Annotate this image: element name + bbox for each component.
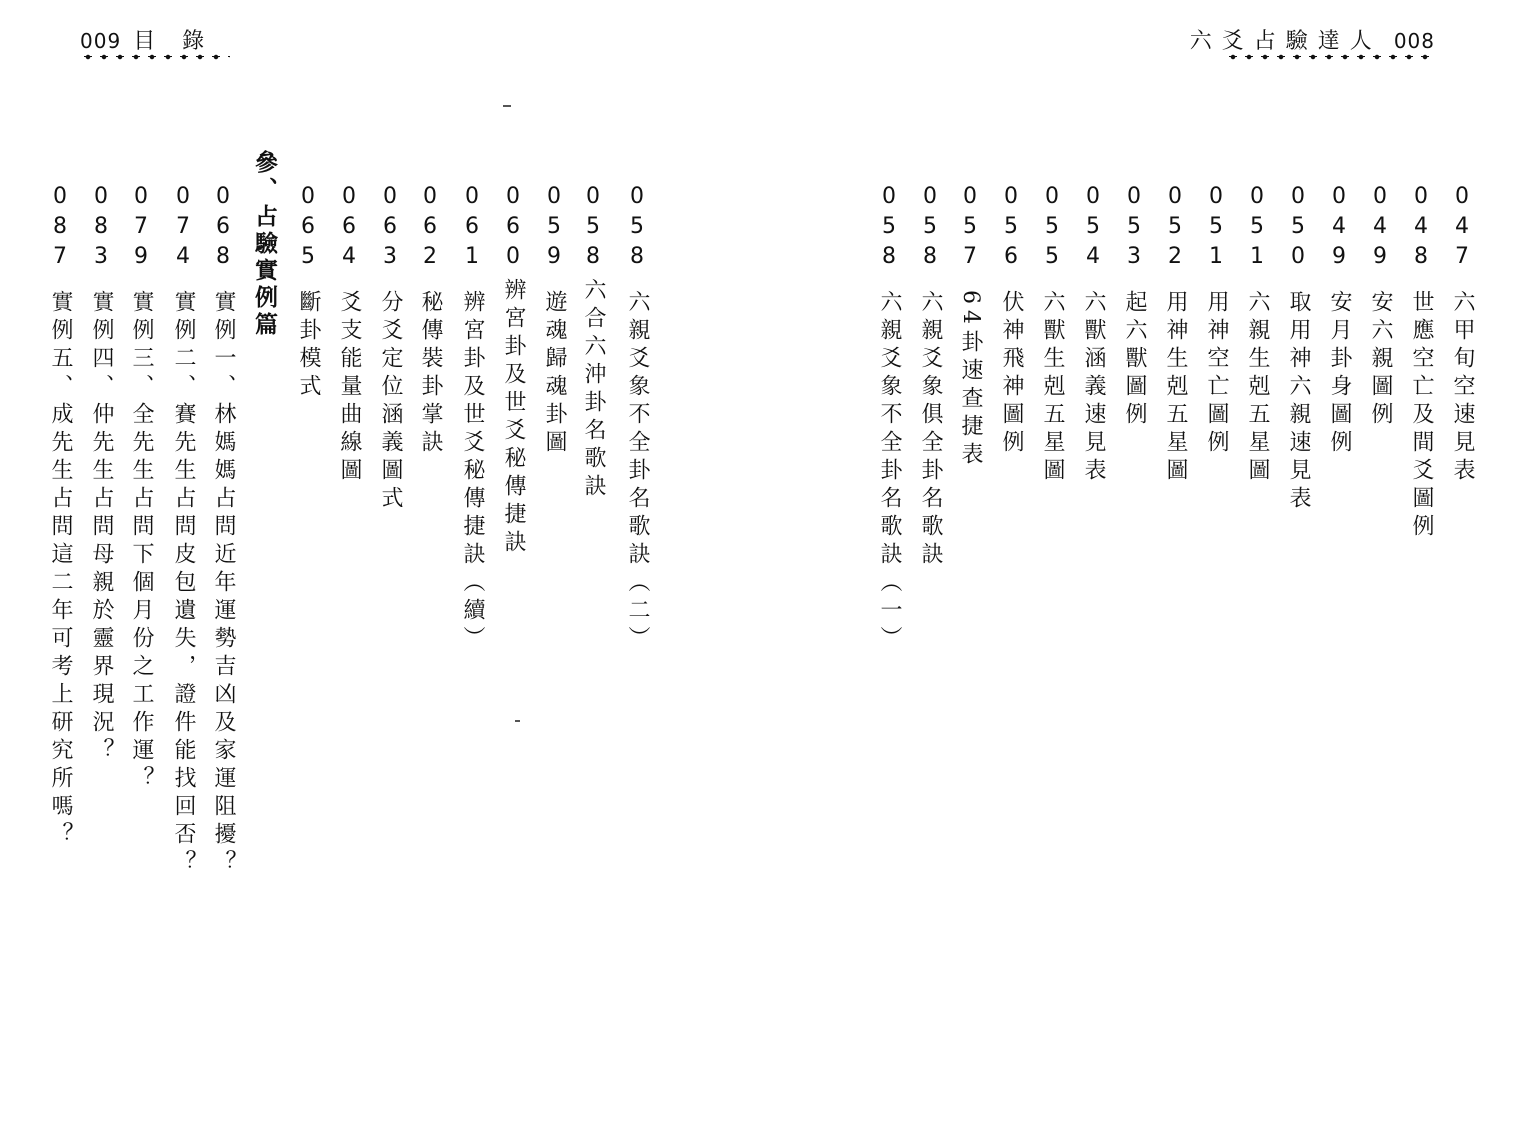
toc-entry-title: 六親爻象不全卦名歌訣（一） — [877, 290, 902, 654]
toc-entry-page-number: 0 4 8 — [1414, 184, 1428, 269]
toc-entry — [1076, 182, 1110, 486]
toc-entry-title: 六親爻象不全卦名歌訣（二） — [625, 290, 650, 654]
toc-entry-page-number: 0 6 3 — [383, 184, 397, 269]
toc-entry — [953, 182, 987, 470]
toc-entry — [124, 182, 158, 794]
toc-entry-title: 辨宮卦及世爻秘傳捷訣 — [501, 278, 526, 558]
toc-entry — [166, 182, 200, 878]
toc-entry — [1322, 182, 1356, 458]
toc-entry-title: 秘傳裝卦掌訣 — [418, 290, 443, 458]
toc-entry-title: 實例一、林媽媽占問近年運勢吉凶及家運阻擾？ — [211, 290, 236, 878]
toc-entry-page-number: 0 5 4 — [1086, 184, 1100, 269]
right-page-header — [1186, 24, 1435, 55]
header-ornament-rule — [1225, 54, 1435, 60]
toc-entry-page-number: 0 6 8 — [216, 184, 230, 269]
toc-entry-page-number: 0 8 3 — [94, 184, 108, 269]
toc-entry-page-number: 0 4 9 — [1373, 184, 1387, 269]
toc-entry — [576, 182, 610, 502]
toc-entry-page-number: 0 6 4 — [342, 184, 356, 269]
toc-entry-title: 六甲旬空速見表 — [1450, 290, 1475, 486]
toc-entry-title: 六親生剋五星圖 — [1245, 290, 1270, 486]
toc-entry — [872, 182, 906, 654]
toc-entry-title: 斷卦模式 — [296, 290, 321, 402]
toc-entry-title: 六獸涵義速見表 — [1081, 290, 1106, 486]
toc-entry — [1281, 182, 1315, 514]
toc-entry-title: 六親爻象俱全卦名歌訣 — [918, 290, 943, 570]
toc-entry-title: 世應空亡及間爻圖例 — [1409, 290, 1434, 542]
toc-entry-title: 安月卦身圖例 — [1327, 290, 1352, 458]
left-page-header — [80, 24, 218, 55]
right-page-number: 008 — [1393, 29, 1435, 53]
section-heading: 參、占驗實例篇 — [251, 150, 277, 339]
toc-entry-page-number: 0 7 4 — [176, 184, 190, 269]
toc-entry — [332, 182, 366, 486]
toc-entry-page-number: 0 5 8 — [586, 184, 600, 269]
toc-entry — [1363, 182, 1397, 430]
toc-entry-title: 分爻定位涵義圖式 — [378, 290, 403, 514]
toc-entry-page-number: 0 5 8 — [882, 184, 896, 269]
left-page-title: 目 錄 — [133, 29, 215, 54]
toc-entry-title: 六獸生剋五星圖 — [1040, 290, 1065, 486]
toc-entry-page-number: 0 6 0 — [506, 184, 520, 269]
toc-entry-page-number: 0 5 0 — [1291, 184, 1305, 269]
toc-entry — [1199, 182, 1233, 458]
toc-entry-page-number: 0 8 7 — [53, 184, 67, 269]
toc-entry-page-number: 0 6 2 — [423, 184, 437, 269]
toc-entry-page-number: 0 5 7 — [963, 184, 977, 269]
toc-entry — [496, 182, 530, 558]
toc-entry — [84, 182, 118, 766]
toc-entry — [1117, 182, 1151, 430]
toc-entry — [1445, 182, 1479, 486]
toc-entry-title: 取用神六親速見表 — [1286, 290, 1311, 514]
toc-entry-title: 64卦速查捷表 — [958, 290, 983, 470]
toc-entry-page-number: 0 5 5 — [1045, 184, 1059, 269]
toc-entry-page-number: 0 5 8 — [923, 184, 937, 269]
toc-entry — [413, 182, 447, 458]
toc-entry-title: 辨宮卦及世爻秘傳捷訣（續） — [460, 290, 485, 654]
toc-entry — [1404, 182, 1438, 542]
left-page-number: 009 — [80, 29, 122, 53]
toc-entry-page-number: 0 5 6 — [1004, 184, 1018, 269]
toc-entry-page-number: 0 5 1 — [1250, 184, 1264, 269]
toc-entry-title: 爻支能量曲線圖 — [337, 290, 362, 486]
toc-entry-title: 起六獸圖例 — [1122, 290, 1147, 430]
toc-entry — [913, 182, 947, 570]
left-page — [0, 0, 757, 1133]
right-page — [757, 0, 1515, 1133]
toc-entry-page-number: 0 5 1 — [1209, 184, 1223, 269]
toc-entry — [994, 182, 1028, 458]
toc-entry-title: 實例三、全先生占問下個月份之工作運？ — [129, 290, 154, 794]
toc-entry-title: 實例四、仲先生占問母親於靈界現況？ — [89, 290, 114, 766]
toc-entry — [206, 182, 240, 878]
toc-entry-page-number: 0 5 3 — [1127, 184, 1141, 269]
toc-entry — [1158, 182, 1192, 486]
toc-entry-page-number: 0 4 7 — [1455, 184, 1469, 269]
scan-speck — [503, 105, 511, 107]
toc-entry-page-number: 0 5 2 — [1168, 184, 1182, 269]
toc-entry-title: 伏神飛神圖例 — [999, 290, 1024, 458]
toc-entry-page-number: 0 7 9 — [134, 184, 148, 269]
toc-entry-page-number: 0 5 8 — [630, 184, 644, 269]
toc-entry — [1035, 182, 1069, 486]
toc-entry-title: 遊魂歸魂卦圖 — [542, 290, 567, 458]
toc-entry — [291, 182, 325, 402]
toc-entry — [455, 182, 489, 654]
toc-entry-title: 實例二、賽先生占問皮包遺失，證件能找回否？ — [171, 290, 196, 878]
toc-entry — [620, 182, 654, 654]
toc-entry-title: 實例五、成先生占問這二年可考上研究所嗎？ — [48, 290, 73, 850]
toc-entry — [537, 182, 571, 458]
toc-entry-title: 用神生剋五星圖 — [1163, 290, 1188, 486]
header-ornament-rule — [80, 54, 230, 60]
toc-entry-page-number: 0 6 5 — [301, 184, 315, 269]
right-page-title: 六爻占驗達人 — [1189, 29, 1382, 54]
scan-speck — [515, 720, 520, 722]
toc-entry — [1240, 182, 1274, 486]
toc-entry-title: 用神空亡圖例 — [1204, 290, 1229, 458]
toc-entry — [43, 182, 77, 850]
toc-entry-page-number: 0 4 9 — [1332, 184, 1346, 269]
toc-entry-title: 六合六沖卦名歌訣 — [581, 278, 606, 502]
toc-entry-page-number: 0 6 1 — [465, 184, 479, 269]
toc-entry — [373, 182, 407, 514]
toc-entry-page-number: 0 5 9 — [547, 184, 561, 269]
toc-entry-title: 安六親圖例 — [1368, 290, 1393, 430]
